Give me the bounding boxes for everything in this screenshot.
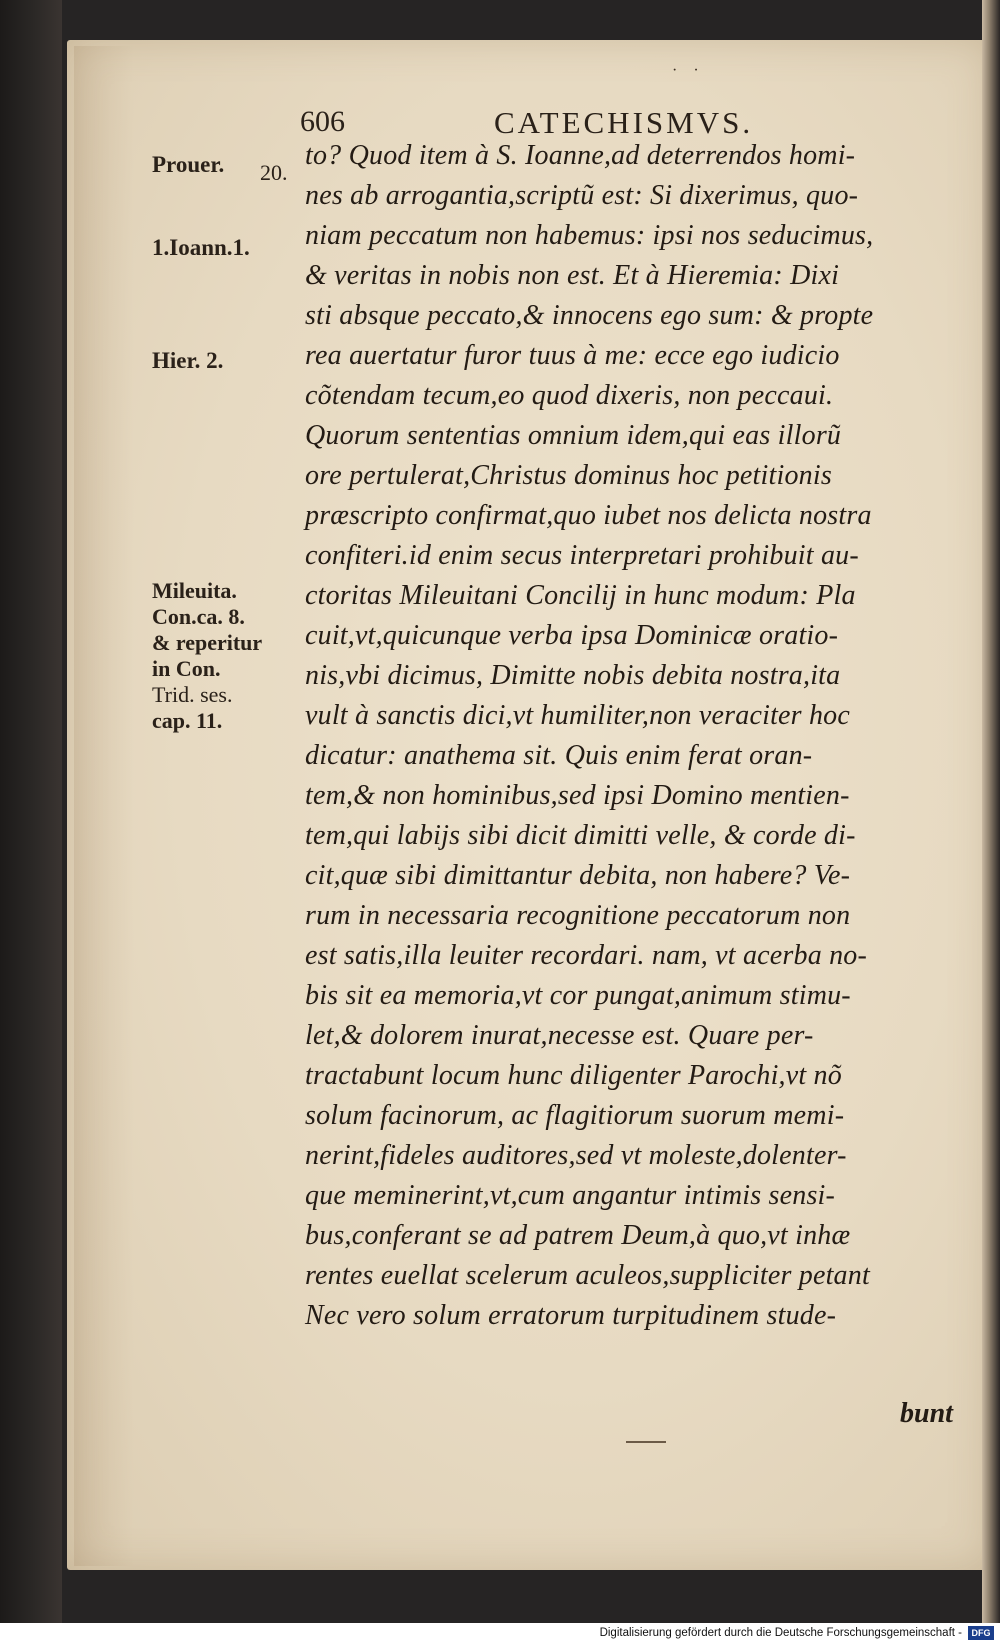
text-line: tractabunt locum hunc diligenter Parochi,vt nõ (305, 1060, 842, 1091)
text-line: to? Quod item à S. Ioanne,ad deterrendos homi- (305, 140, 856, 171)
text-line: dicatur: anathema sit. Quis enim ferat oran- (305, 740, 813, 771)
text-line: rentes euellat scelerum aculeos,suppliciter petant (305, 1260, 870, 1291)
margin-note-prouer: Prouer. (152, 152, 225, 177)
text-line: vult à sanctis dici,vt humiliter,non veraciter hoc (305, 700, 851, 731)
margin-note-prouer-ref: 20. (260, 160, 288, 185)
margin-note-line: & reperitur (152, 630, 263, 655)
catchword: bunt (900, 1398, 953, 1429)
margin-note-mileuit (152, 578, 262, 734)
text-line: rum in necessaria recognitione peccatorum non (305, 900, 851, 931)
text-line: ore pertulerat,Christus dominus hoc petitionis (305, 460, 832, 491)
text-line: nes ab arrogantia,scriptũ est: Si dixerimus, quo- (305, 180, 859, 211)
text-line: præscripto confirmat,quo iubet nos delicta nostra (305, 500, 872, 531)
text-line: niam peccatum non habemus: ipsi nos seducimus, (305, 220, 874, 251)
text-line: rea auertatur furor tuus à me: ecce ego iudicio (305, 340, 840, 371)
funding-credit: Digitalisierung gefördert durch die Deutsche Forschungsgemeinschaft - (599, 1627, 962, 1639)
text-line: nis,vbi dicimus, Dimitte nobis debita nostra,ita (305, 660, 841, 691)
printer-ornament: · · (672, 62, 705, 79)
margin-note-ioann: 1.Ioann.1. (152, 235, 250, 260)
text-line: sti absque peccato,& innocens ego sum: & propte (305, 300, 874, 331)
text-line: bus,conferant se ad patrem Deum,à quo,vt inhæ (305, 1220, 851, 1251)
text-line: cit,quæ sibi dimittantur debita, non habere? Ve- (305, 860, 851, 891)
margin-note-line: cap. 11. (152, 708, 223, 733)
text-line: que meminerint,vt,cum angantur intimis sensi- (305, 1180, 836, 1211)
book-binding-edge (0, 0, 62, 1645)
text-line: ctoritas Mileuitani Concilij in hunc modum: Pla (305, 580, 856, 611)
text-line: est satis,illa leuiter recordari. nam, vt acerba no- (305, 940, 868, 971)
text-line: cuit,vt,quicunque verba ipsa Dominicæ oratio- (305, 620, 839, 651)
text-line: nerint,fideles auditores,sed vt moleste,dolenter- (305, 1140, 847, 1171)
page-number: 606 (300, 105, 345, 138)
text-line: Quorum sententias omnium idem,qui eas illorũ (305, 420, 842, 451)
bottom-ornament (626, 1441, 666, 1443)
text-line: let,& dolorem inurat,necesse est. Quare per- (305, 1020, 814, 1051)
page-gutter-shadow (74, 46, 134, 1566)
text-line: confiteri.id enim secus interpretari prohibuit au- (305, 540, 859, 571)
text-line: Nec vero solum erratorum turpitudinem stude- (305, 1300, 837, 1331)
text-line: tem,& non hominibus,sed ipsi Domino mentien- (305, 780, 850, 811)
text-line: & veritas in nobis non est. Et à Hieremia: Dixi (305, 260, 840, 291)
margin-note-line: Con.ca. 8. (152, 604, 245, 629)
dfg-logo[interactable]: DFG (968, 1626, 994, 1640)
running-title: CATECHISMVS. (494, 105, 754, 140)
text-line: solum facinorum, ac flagitiorum suorum memi- (305, 1100, 845, 1131)
margin-note-line: Trid. ses. (152, 682, 233, 707)
text-line: cõtendam tecum,eo quod dixeris, non peccaui. (305, 380, 834, 411)
margin-note-line: Mileuita. (152, 578, 237, 603)
page-right-edge (982, 0, 1000, 1645)
margin-note-line: in Con. (152, 656, 221, 681)
margin-note-hier: Hier. 2. (152, 348, 224, 373)
text-line: bis sit ea memoria,vt cor pungat,animum stimu- (305, 980, 851, 1011)
text-line: tem,qui labijs sibi dicit dimitti velle, & corde di- (305, 820, 856, 851)
